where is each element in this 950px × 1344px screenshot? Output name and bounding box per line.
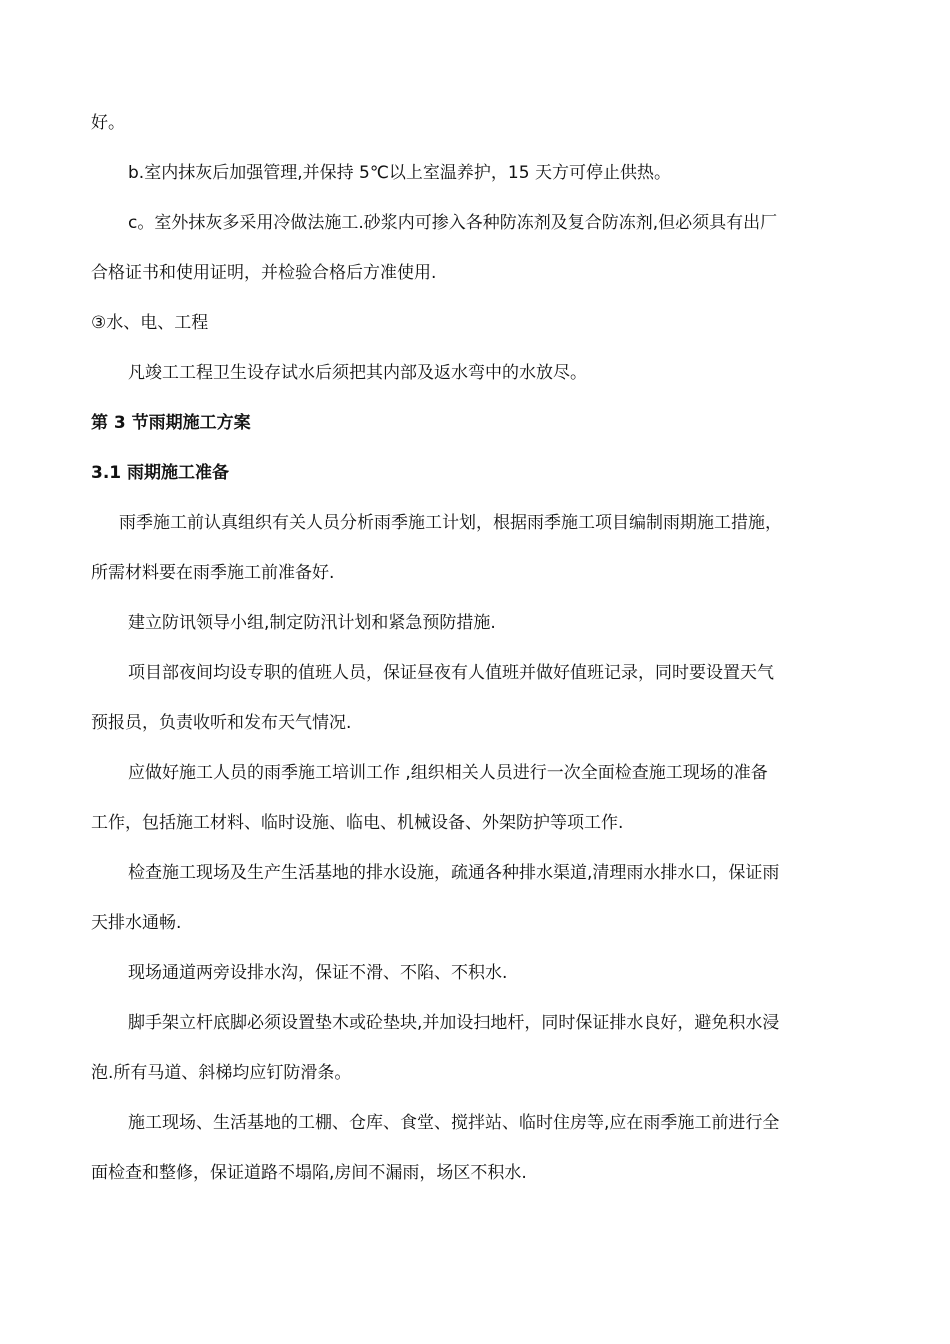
text-line: 好。: [91, 113, 125, 133]
text-line: 项目部夜间均设专职的值班人员，保证昼夜有人值班并做好值班记录，同时要设置天气: [128, 663, 774, 683]
text-line: 合格证书和使用证明，并检验合格后方准使用.: [91, 263, 437, 283]
text-line: 凡竣工工程卫生设存试水后须把其内部及返水弯中的水放尽。: [128, 363, 587, 383]
text-line: 检查施工现场及生产生活基地的排水设施，疏通各种排水渠道,清理雨水排水口，保证雨: [128, 863, 780, 883]
text-line: c。室外抹灰多采用冷做法施工.砂浆内可掺入各种防冻剂及复合防冻剂,但必须具有出厂: [128, 213, 778, 233]
subsection-label: ③水、电、工程: [91, 313, 209, 333]
text-line: 预报员，负责收听和发布天气情况.: [91, 713, 352, 733]
text-line: 现场通道两旁设排水沟，保证不滑、不陷、不积水.: [128, 963, 508, 983]
text-line: 泡.所有马道、斜梯均应钉防滑条。: [91, 1063, 352, 1083]
text-line: 建立防讯领导小组,制定防汛计划和紧急预防措施.: [128, 613, 496, 633]
text-line: 工作，包括施工材料、临时设施、临电、机械设备、外架防护等项工作.: [91, 813, 624, 833]
text-line: 所需材料要在雨季施工前准备好.: [91, 563, 335, 583]
text-line: b.室内抹灰后加强管理,并保持 5℃以上室温养护，15 天方可停止供热。: [128, 163, 671, 183]
document-body: [91, 98, 861, 1198]
text-line: 雨季施工前认真组织有关人员分析雨季施工计划，根据雨季施工项目编制雨期施工措施，: [119, 513, 782, 533]
text-line: 天排水通畅.: [91, 913, 182, 933]
text-line: 面检查和整修，保证道路不塌陷,房间不漏雨，场区不积水.: [91, 1163, 527, 1183]
text-line: 施工现场、生活基地的工棚、仓库、食堂、搅拌站、临时住房等,应在雨季施工前进行全: [128, 1113, 780, 1133]
text-line: 应做好施工人员的雨季施工培训工作 ,组织相关人员进行一次全面检查施工现场的准备: [128, 763, 768, 783]
subsection-heading: 3.1 雨期施工准备: [91, 463, 230, 483]
section-heading: 第 3 节雨期施工方案: [91, 413, 251, 433]
text-line: 脚手架立杆底脚必须设置垫木或砼垫块,并加设扫地杆，同时保证排水良好，避免积水浸: [128, 1013, 780, 1033]
